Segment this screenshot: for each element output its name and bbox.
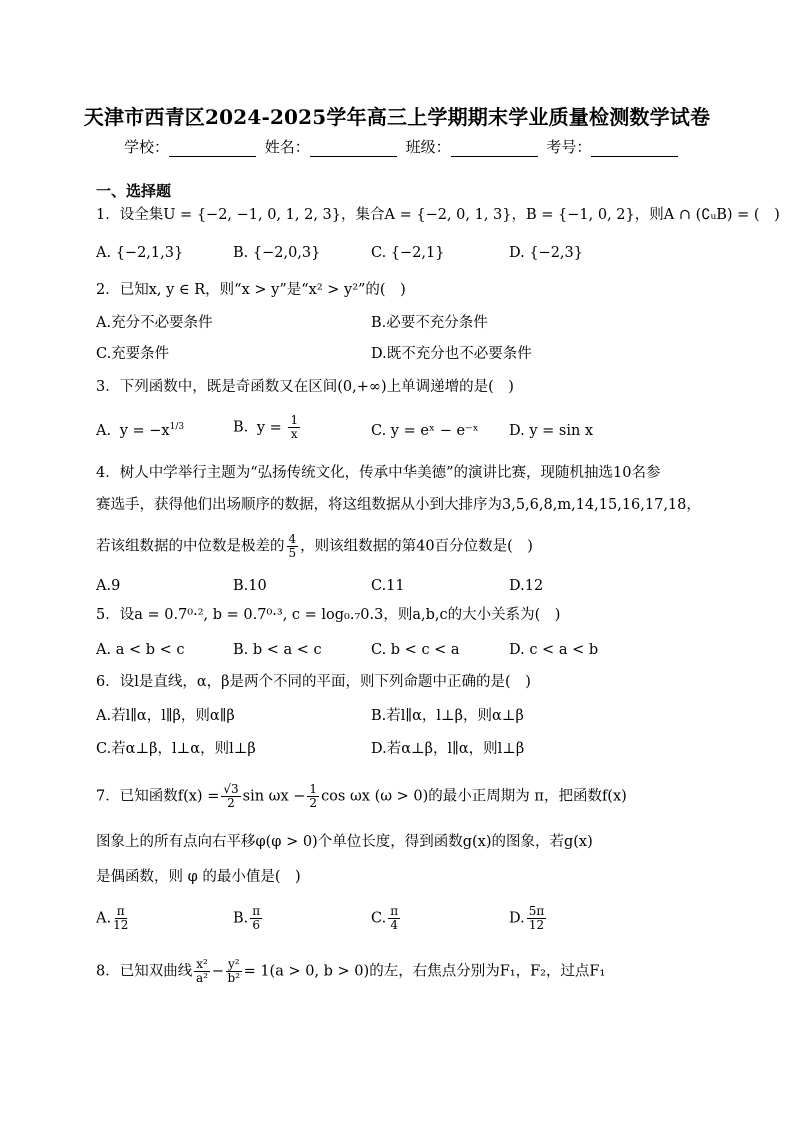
question-7-line-1 bbox=[96, 783, 627, 810]
q2-option-b: B.必要不充分条件 bbox=[371, 315, 488, 331]
q3-a-expr: y = −x bbox=[119, 423, 170, 439]
q7-a-fraction bbox=[113, 905, 128, 932]
q6-option-b: B.若l∥α，l⊥β，则α⊥β bbox=[371, 708, 524, 724]
question-3-stem: 3．下列函数中，既是奇函数又在区间(0,+∞)上单调递增的是( ) bbox=[96, 379, 514, 395]
q4-option-c: C.11 bbox=[371, 578, 405, 594]
q7-a-prefix: A. bbox=[96, 910, 112, 927]
q8-fraction-1 bbox=[194, 958, 210, 985]
question-2-stem: 2．已知x, y ∈ R，则“x > y”是“x² > y²”的( ) bbox=[96, 282, 406, 298]
school-blank[interactable] bbox=[169, 140, 256, 157]
q4-line3-end: ，则该组数据的第40百分位数是( ) bbox=[300, 538, 533, 555]
q4-fraction bbox=[287, 533, 299, 560]
q5-option-c: C. b < c < a bbox=[371, 642, 460, 658]
name-blank[interactable] bbox=[310, 140, 397, 157]
q7-b-numerator: π bbox=[252, 904, 261, 918]
q5-option-b: B. b < a < c bbox=[233, 642, 322, 658]
q7-f2-numerator: 1 bbox=[309, 782, 318, 796]
q7-a-numerator: π bbox=[116, 904, 125, 918]
q1-option-a: A. {−2,1,3} bbox=[96, 245, 184, 261]
q5-option-d: D. c < a < b bbox=[509, 642, 599, 658]
q7-b-fraction bbox=[250, 905, 262, 932]
q3-option-b bbox=[233, 414, 302, 441]
q7-line1-mid: sin ωx − bbox=[242, 788, 306, 805]
question-7-line-2: 图象上的所有点向右平移φ(φ > 0)个单位长度，得到函数g(x)的图象，若g(x) bbox=[96, 834, 593, 850]
q7-b-prefix: B. bbox=[233, 910, 249, 927]
q5-option-a: A. a < b < c bbox=[96, 642, 185, 658]
q4-frac-denominator: 5 bbox=[288, 546, 297, 560]
q7-a-denominator: 12 bbox=[113, 918, 129, 932]
q3-b-numerator: 1 bbox=[290, 413, 299, 427]
q1-option-b: B. {−2,0,3} bbox=[233, 245, 321, 261]
q4-option-b: B.10 bbox=[233, 578, 267, 594]
q7-f1-numerator: √3 bbox=[223, 782, 239, 796]
question-7-line-3: 是偶函数，则 φ 的最小值是( ) bbox=[96, 869, 301, 885]
section-title: 一、选择题 bbox=[96, 182, 172, 200]
q1-option-c: C. {−2,1} bbox=[371, 245, 445, 261]
q6-option-d: D.若α⊥β，l∥α，则l⊥β bbox=[371, 741, 525, 757]
q7-d-denominator: 12 bbox=[528, 918, 545, 932]
q3-option-c: C. y = eˣ − e⁻ˣ bbox=[371, 423, 479, 439]
question-6-stem: 6．设l是直线，α，β是两个不同的平面，则下列命题中正确的是( ) bbox=[96, 674, 531, 690]
q7-d-numerator: 5π bbox=[528, 904, 545, 918]
q8-minus: − bbox=[211, 963, 224, 980]
q7-line1-end: cos ωx (ω > 0)的最小正周期为 π，把函数f(x) bbox=[321, 788, 627, 805]
q6-option-a: A.若l∥α，l∥β，则α∥β bbox=[96, 708, 235, 724]
question-4-line-3 bbox=[96, 533, 533, 560]
number-blank[interactable] bbox=[591, 140, 678, 157]
q7-line1-start: 7．已知函数f(x) = bbox=[96, 788, 220, 805]
q7-f1-denominator: 2 bbox=[227, 796, 235, 810]
q7-option-a bbox=[96, 905, 130, 932]
q4-option-a: A.9 bbox=[96, 578, 121, 594]
q8-f2-numerator: y² bbox=[227, 957, 240, 971]
q7-c-fraction bbox=[388, 905, 400, 932]
q8-line1-start: 8．已知双曲线 bbox=[96, 963, 193, 980]
q3-option-d: D. y = sin x bbox=[509, 423, 594, 439]
question-5-stem: 5．设a = 0.7⁰·², b = 0.7⁰·³, c = log₀.₇0.3，则a,b,c的大小关系为( ) bbox=[96, 607, 561, 623]
q4-option-d: D.12 bbox=[509, 578, 544, 594]
question-1-stem: 1．设全集U = {−2, −1, 0, 1, 2, 3}，集合A = {−2, 0, 1, 3}，B = {−1, 0, 2}，则A ∩ (∁ᵤB) = ( ) bbox=[96, 207, 780, 223]
q7-fraction-1 bbox=[221, 783, 240, 810]
q2-option-a: A.充分不必要条件 bbox=[96, 315, 213, 331]
q2-option-d: D.既不充分也不必要条件 bbox=[371, 346, 532, 362]
q3-b-prefix: B. bbox=[233, 419, 249, 436]
name-label: 姓名： bbox=[264, 138, 310, 156]
student-info-row bbox=[124, 136, 682, 157]
q7-option-d bbox=[509, 905, 548, 932]
q4-line3-start: 若该组数据的中位数是极差的 bbox=[96, 538, 285, 555]
page-title: 天津市西青区2024-2025学年高三上学期期末学业质量检测数学试卷 bbox=[83, 105, 711, 129]
q8-f2-denominator: b² bbox=[227, 971, 241, 985]
q7-c-denominator: 4 bbox=[390, 918, 398, 932]
q7-fraction-2 bbox=[307, 783, 319, 810]
q1-option-d: D. {−2,3} bbox=[509, 245, 583, 261]
q7-d-prefix: D. bbox=[509, 910, 525, 927]
question-4-line-2: 赛选手，获得他们出场顺序的数据，将这组数据从小到大排序为3,5,6,8,m,14,15,16,17,18， bbox=[96, 497, 701, 513]
q7-c-numerator: π bbox=[390, 904, 399, 918]
q3-a-exponent: 1/3 bbox=[169, 422, 185, 432]
q3-b-expr: y = bbox=[256, 419, 282, 436]
class-blank[interactable] bbox=[451, 140, 538, 157]
question-4-line-1: 4．树人中学举行主题为“弘扬传统文化，传承中华美德”的演讲比赛，现随机抽选10名参 bbox=[96, 465, 661, 481]
q3-b-denominator: x bbox=[290, 427, 298, 441]
q7-f2-denominator: 2 bbox=[309, 796, 318, 810]
q4-frac-numerator: 4 bbox=[288, 532, 297, 546]
q7-option-c bbox=[371, 905, 402, 932]
q7-d-fraction bbox=[527, 905, 547, 932]
q8-line1-end: = 1(a > 0, b > 0)的左，右焦点分别为F₁，F₂，过点F₁ bbox=[243, 963, 606, 980]
q6-option-c: C.若α⊥β，l⊥α，则l⊥β bbox=[96, 741, 256, 757]
q3-a-prefix: A. bbox=[96, 423, 112, 439]
q7-option-b bbox=[233, 905, 264, 932]
q8-fraction-2 bbox=[226, 958, 242, 985]
class-label: 班级： bbox=[405, 138, 451, 156]
school-label: 学校： bbox=[124, 138, 170, 156]
q7-c-prefix: C. bbox=[371, 910, 387, 927]
q2-option-c: C.充要条件 bbox=[96, 346, 170, 362]
q8-f1-numerator: x² bbox=[196, 957, 208, 971]
q3-option-a bbox=[96, 421, 184, 441]
q8-f1-denominator: a² bbox=[196, 971, 208, 985]
q3-b-fraction bbox=[288, 414, 300, 441]
q7-b-denominator: 6 bbox=[252, 918, 261, 932]
number-label: 考号： bbox=[546, 138, 592, 156]
question-8-line-1 bbox=[96, 958, 605, 985]
